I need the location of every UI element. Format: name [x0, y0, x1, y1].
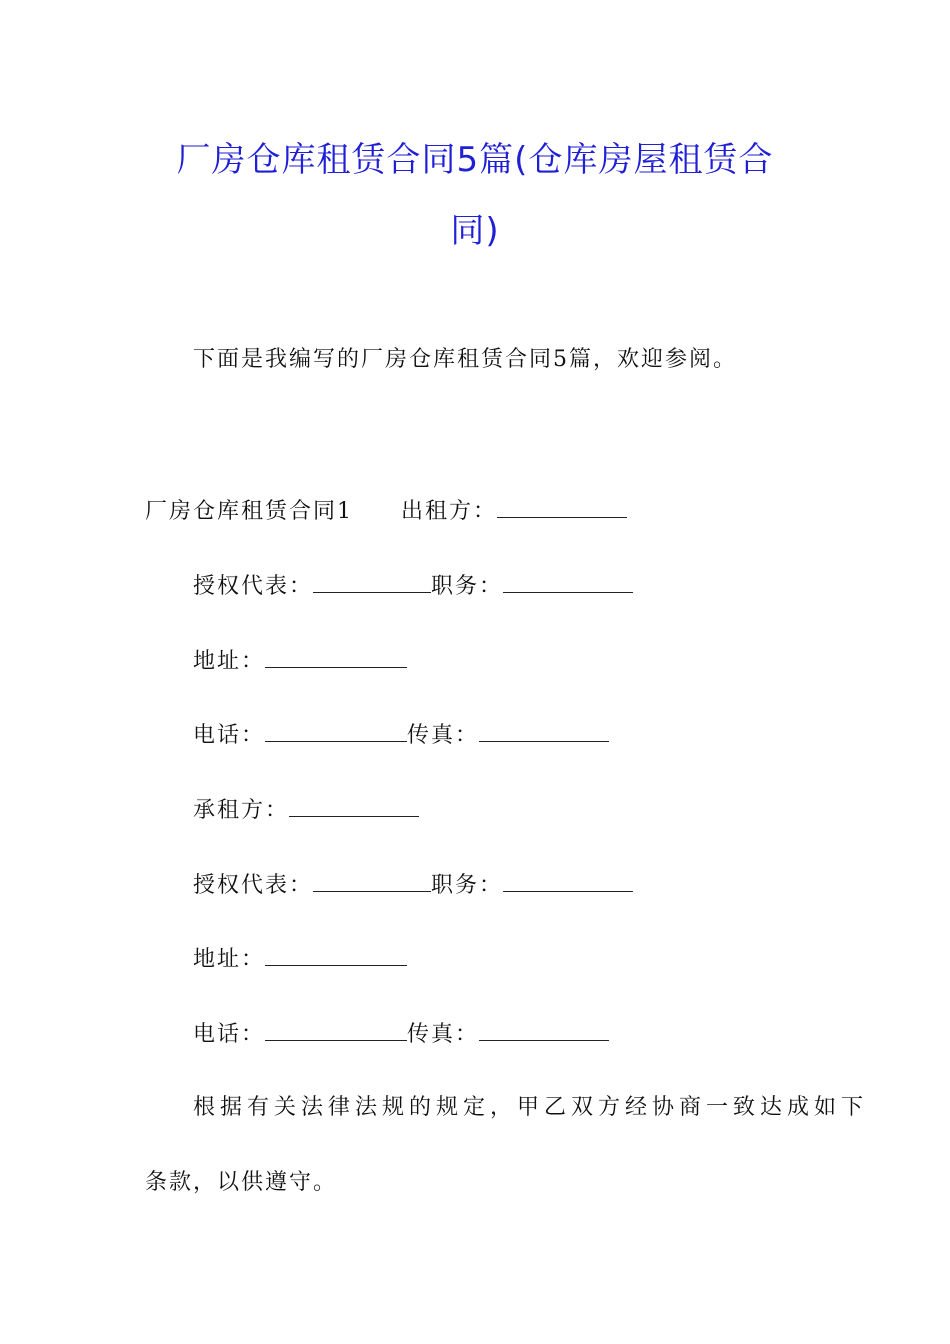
- position-blank: [503, 869, 633, 892]
- position-label: 职务：: [431, 574, 504, 599]
- document-title-line-2: 同): [450, 211, 500, 251]
- auth-rep-blank: [313, 570, 431, 593]
- clause-line-2: 条款，以供遵守。: [145, 1170, 338, 1195]
- intro-paragraph: 下面是我编写的厂房仓库租赁合同5篇，欢迎参阅。: [193, 347, 737, 372]
- auth-rep-label: 授权代表：: [193, 574, 314, 599]
- position-blank: [503, 570, 633, 593]
- clause-line-1: 根据有关法律法规的规定，甲乙双方经协商一致达成如下: [193, 1095, 869, 1120]
- fax-label: 传真：: [407, 723, 480, 748]
- contract-heading-row: [145, 495, 627, 527]
- lessee-address-row: [193, 943, 407, 975]
- lessor-blank: [497, 495, 627, 518]
- lessee-row: [193, 794, 419, 826]
- lessor-rep-row: [193, 570, 633, 602]
- fax-label: 传真：: [407, 1022, 480, 1047]
- auth-rep-label: 授权代表：: [193, 873, 314, 898]
- contract-heading: 厂房仓库租赁合同1: [145, 499, 353, 524]
- position-label: 职务：: [431, 873, 504, 898]
- lessee-label: 承租方：: [193, 798, 290, 823]
- phone-label: 电话：: [193, 723, 266, 748]
- address-blank: [265, 645, 407, 668]
- lessee-blank: [289, 794, 419, 817]
- phone-blank: [265, 1018, 407, 1041]
- lessor-label: 出租方：: [401, 499, 498, 524]
- auth-rep-blank: [313, 869, 431, 892]
- document-title-line-1: 厂房仓库租赁合同5篇(仓库房屋租赁合: [176, 140, 774, 180]
- lessor-address-row: [193, 645, 407, 677]
- phone-blank: [265, 719, 407, 742]
- lessor-phone-row: [193, 719, 609, 751]
- address-blank: [265, 943, 407, 966]
- lessee-phone-row: [193, 1018, 609, 1050]
- address-label: 地址：: [193, 947, 266, 972]
- lessee-rep-row: [193, 869, 633, 901]
- fax-blank: [479, 719, 609, 742]
- phone-label: 电话：: [193, 1022, 266, 1047]
- fax-blank: [479, 1018, 609, 1041]
- address-label: 地址：: [193, 649, 266, 674]
